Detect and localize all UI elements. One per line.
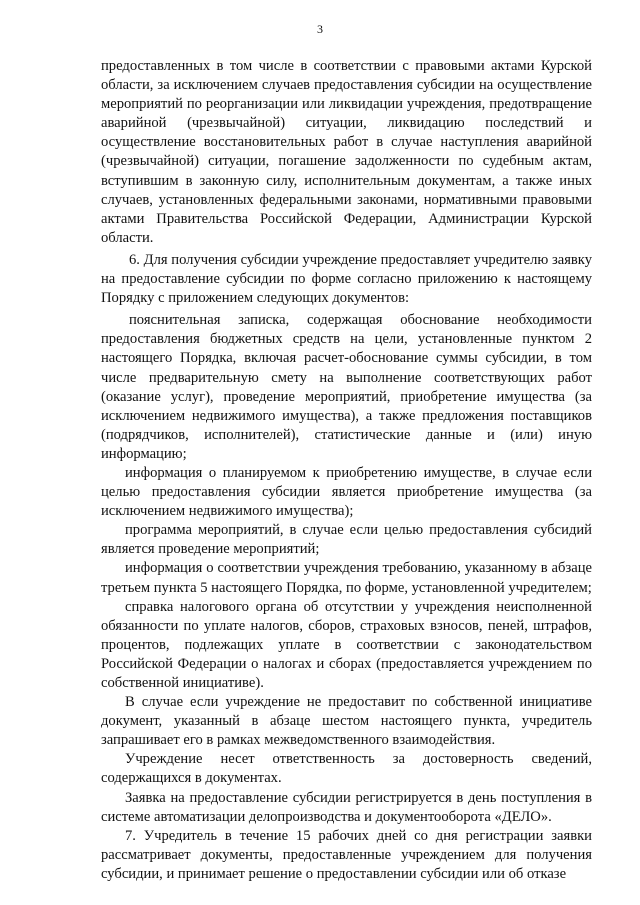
paragraph-compliance-info: информация о соответствии учреждения требованию, указанному в абзаце третьем пункта 5 настоящего Порядка, по форме, установленной учредителем; [101, 560, 592, 596]
paragraph-tax-certificate: справка налогового органа об отсутствии у учреждения неисполненной обязанности по уплате налогов, сборов, страховых взносов, пеней, штрафов, процентов, подлежащих уплате в соответствии с законодательством Российской Федерации о налогах и сборах (предоставляется учреждением по собственной инициативе). [101, 598, 592, 691]
paragraph-explanatory-note: пояснительная записка, содержащая обоснование необходимости предоставления бюджетных средств на цели, установленные пунктом 2 настоящего Порядка, включая расчет-обоснование суммы субсидии, в том числе предварительную смету на выполнение соответствующих работ (оказание услуг), проведение мероприятий, приобретение имущества (за исключением недвижимого имущества), а также предложения поставщиков (подрядчиков, исполнителей), статистические данные и (или) иную информацию; [101, 312, 592, 462]
paragraph-item-7: 7. Учредитель в течение 15 рабочих дней со дня регистрации заявки рассматривает документы, предоставленные учреждением для получения субсидии, и принимает решение о предоставлении субсидии или об отказе [101, 827, 592, 882]
paragraph-item-6: 6. Для получения субсидии учреждение предоставляет учредителю заявку на предоставление субсидии по форме согласно приложению к настоящему Порядку с приложением следующих документов: [101, 251, 592, 307]
paragraph-continuation: предоставленных в том числе в соответствии с правовыми актами Курской области, за исключением случаев предоставления субсидии на осуществление мероприятий по реорганизации или ликвидации учреждения, предотвращение аварийной (чрезвычайной) ситуации, ликвидацию последствий и осуществление восстановительных работ в случае наступления аварийной (чрезвычайной) ситуации, погашение задолженности по судебным актам, вступившим в законную силу, исполнительным документам, а также иных случаев, установленных федеральными законами, нормативными правовыми актами Правительства Российской Федерации, Администрации Курской области. [101, 58, 592, 246]
paragraph-event-program: программа мероприятий, в случае если целью предоставления субсидий является проведение мероприятий; [101, 522, 592, 558]
paragraph-property-info: информация о планируемом к приобретению имуществе, в случае если целью предоставления субсидии является приобретение имущества (за исключением недвижимого имущества); [101, 464, 592, 520]
paragraph-registration: Заявка на предоставление субсидии регистрируется в день поступления в системе автоматизации делопроизводства и документооборота «ДЕЛО». [101, 789, 592, 825]
document-body [101, 57, 592, 884]
paragraph-responsibility: Учреждение несет ответственность за достоверность сведений, содержащихся в документах. [101, 751, 592, 787]
page-number: 3 [317, 22, 323, 36]
paragraph-interagency-request: В случае если учреждение не предоставит по собственной инициативе документ, указанный в абзаце шестом настоящего пункта, учредитель запрашивает его в рамках межведомственного взаимодействия. [101, 694, 592, 749]
